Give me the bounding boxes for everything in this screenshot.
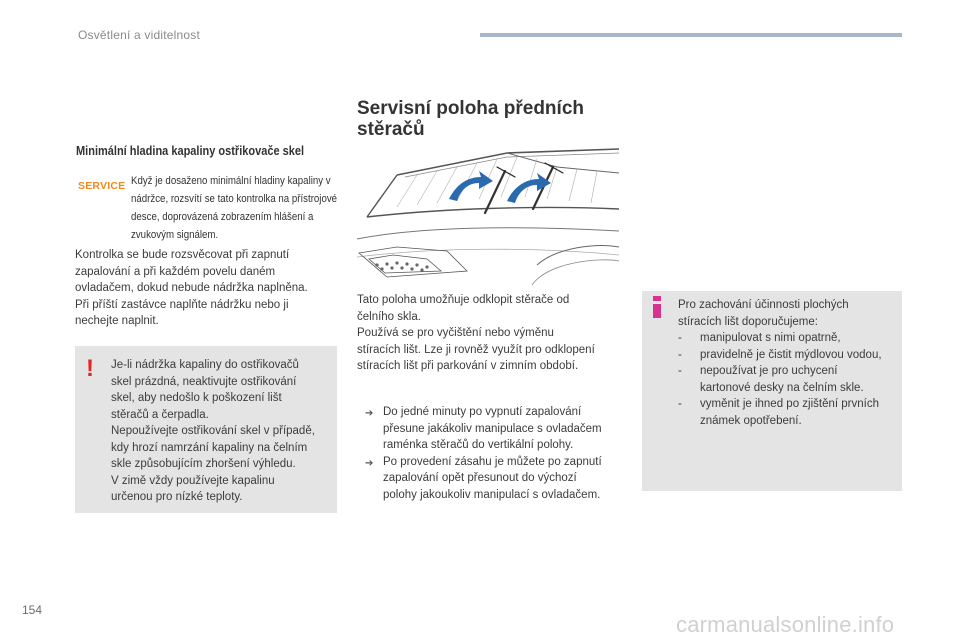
dash-bullet: - bbox=[678, 332, 682, 344]
text-line: skel prázdná, neaktivujte ostřikování bbox=[111, 375, 297, 388]
text-line: Kontrolka se bude rozsvěcovat při zapnutí bbox=[75, 249, 290, 261]
text-line: Při příští zastávce naplňte nádržku nebo ji bbox=[75, 298, 289, 311]
warning-text bbox=[111, 357, 336, 506]
service-position-paragraph bbox=[357, 292, 627, 375]
text-line: ovladačem, dokud nebude nádržka naplněna. bbox=[75, 282, 308, 294]
washer-paragraph bbox=[75, 247, 345, 330]
list-item bbox=[678, 347, 900, 364]
procedure-steps bbox=[365, 404, 630, 503]
exclamation-icon: ! bbox=[86, 355, 94, 382]
section-heading-washer-fluid: Minimální hladina kapaliny ostřikovače skel bbox=[76, 144, 305, 158]
text-line: Pro zachování účinnosti plochých bbox=[678, 299, 849, 311]
text-line: Nepoužívejte ostřikování skel v případě, bbox=[111, 425, 315, 437]
info-intro bbox=[678, 297, 900, 330]
text-line: stíracích lišt doporučujeme: bbox=[678, 315, 818, 328]
text-line: zapalování a při každém povelu daném bbox=[75, 265, 276, 278]
page-title bbox=[357, 98, 627, 140]
text-line: stěračů a čerpadla. bbox=[111, 408, 209, 421]
text-line: pravidelně je čistit mýdlovou vodou, bbox=[700, 348, 882, 361]
text-line: stíracích lišt. Lze ji rovněž využít pro odklopení bbox=[357, 343, 595, 356]
text-line: zapalování opět přesunout do výchozí bbox=[383, 472, 577, 484]
text-line: skle způsobujícím zhoršení výhledu. bbox=[111, 458, 296, 470]
text-line: raménka stěračů do vertikální polohy. bbox=[383, 439, 574, 451]
service-description: Když je dosaženo minimální hladiny kapaliny v nádržce, rozsvítí se tato kontrolka na přístrojové desce, doprovázená zobrazením hlášení a zvukovým signálem. bbox=[131, 175, 338, 241]
text-line: kdy hrozí namrzání kapaliny na čelním bbox=[111, 441, 308, 454]
watermark: carmanualsonline.info bbox=[676, 612, 895, 637]
dash-bullet: - bbox=[678, 398, 682, 410]
text-line: nechejte naplnit. bbox=[75, 315, 159, 327]
dash-bullet: - bbox=[678, 348, 682, 361]
text-line: známek opotřebení. bbox=[700, 414, 802, 427]
chapter-title: Osvětlení a viditelnost bbox=[78, 28, 200, 42]
text-line: Tato poloha umožňuje odklopit stěrače od bbox=[357, 294, 570, 306]
text-line: čelního skla. bbox=[357, 310, 421, 323]
wiper-service-position-illustration bbox=[357, 147, 619, 285]
info-text bbox=[678, 297, 900, 429]
text-line: polohy jakoukoliv manipulací s ovladačem. bbox=[383, 488, 601, 501]
text-line: manipulovat s nimi opatrně, bbox=[700, 332, 841, 344]
arrow-bullet-icon: ➔ bbox=[365, 457, 374, 469]
step-item bbox=[365, 404, 630, 454]
recommendation-list bbox=[678, 330, 900, 429]
text-line: vyměnit je ihned po zjištění prvních bbox=[700, 398, 879, 410]
list-item bbox=[678, 396, 900, 429]
text-line: Používá se pro vyčištění nebo výměnu bbox=[357, 327, 554, 339]
step-item bbox=[365, 454, 630, 504]
text-line: přesune jakákoliv manipulace s ovladačem bbox=[383, 422, 602, 435]
list-item bbox=[678, 330, 900, 347]
title-line: Servisní poloha předních bbox=[357, 98, 584, 119]
text-line: Je-li nádržka kapaliny do ostřikovačů bbox=[111, 359, 299, 371]
text-line: V zimě vždy používejte kapalinu bbox=[111, 474, 275, 487]
text-line: Po provedení zásahu je můžete po zapnutí bbox=[383, 455, 602, 468]
text-line: stíracích lišt při parkování v zimním období. bbox=[357, 360, 579, 372]
list-item bbox=[678, 363, 900, 396]
info-icon bbox=[650, 296, 664, 318]
title-line: stěračů bbox=[357, 119, 425, 140]
arrow-bullet-icon: ➔ bbox=[365, 408, 374, 419]
text-line: Do jedné minuty po vypnutí zapalování bbox=[383, 406, 582, 418]
text-line: určenou pro nízké teploty. bbox=[111, 491, 243, 503]
dash-bullet: - bbox=[678, 365, 682, 377]
text-line: skel, aby nedošlo k poškození lišt bbox=[111, 392, 282, 404]
page-number: 154 bbox=[22, 603, 43, 617]
header-accent-bar bbox=[480, 33, 902, 37]
service-warning-icon: SERVICE bbox=[78, 180, 126, 192]
text-line: nepoužívat je pro uchycení bbox=[700, 365, 838, 377]
text-line: kartonové desky na čelním skle. bbox=[700, 381, 864, 394]
